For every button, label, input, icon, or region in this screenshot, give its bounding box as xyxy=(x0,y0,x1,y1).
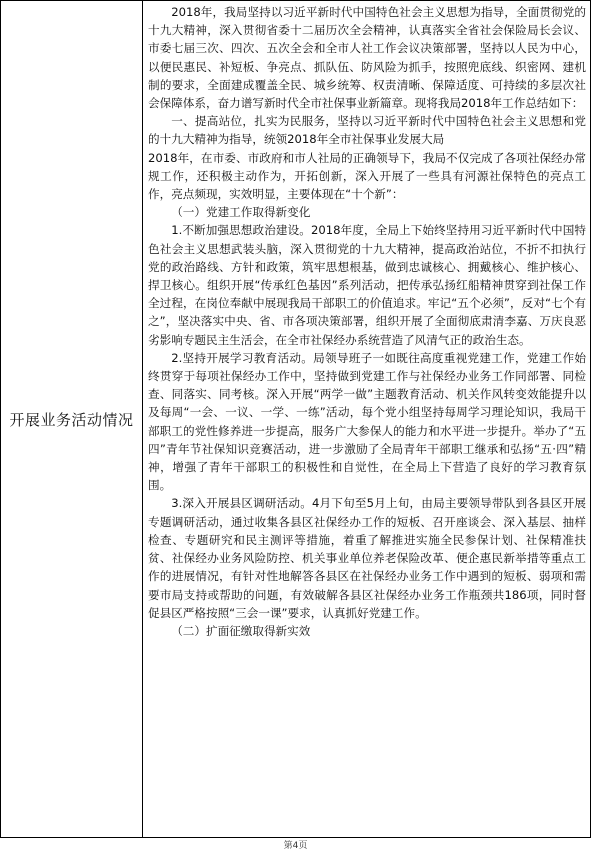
row-label-cell xyxy=(1,1,143,837)
paragraph-item-2: 2.坚持开展学习教育活动。局领导班子一如既往高度重视党建工作，党建工作始终贯穿于每项社保经办工作中，坚持做到党建工作与社保经办业务工作同部署、同检查、同落实、同考核。深入开展“两学一做”主题教育活动、机关作风转变效能提升以及每周“一会、一议、一学、一练”活动，每个党小组坚持每周学习理论知识，我局干部职工的党性修养进一步提高，服务广大参保人的能力和水平进一步提升。举办了“五四”青年节社保知识竞赛活动，进一步激励了全局青年干部职工继承和弘扬“五·四”精神，增强了青年干部职工的积极性和自觉性，在全局上下营造了良好的学习教育氛围。 xyxy=(148,350,586,493)
paragraph-section-1-heading: 一、提高站位，扎实为民服务，坚持以习近平新时代中国特色社会主义思想和党的十九大精神为指导，统领2018年全市社保事业发展大局 xyxy=(148,114,586,147)
paragraph-intro: 2018年，我局坚持以习近平新时代中国特色社会主义思想为指导，全面贯彻党的十九大精神，深入贯彻省委十二届历次全会精神，认真落实全省社会保险局长会议、市委七届三次、四次、五次全会和全市人社工作会议决策部署，坚持以人民为中心，以便民惠民、补短板、争亮点、抓队伍、防风险为抓手，按照兜底线、织密网、建机制的要求，全面建成覆盖全民、城乡统筹、权责清晰、保障适度、可持续的多层次社会保障体系，奋力谱写新时代全市社保事业新篇章。现将我局2018年工作总结如下： xyxy=(148,5,586,111)
page-number: 第4页 xyxy=(283,841,308,851)
row-label: 开展业务活动情况 xyxy=(9,410,134,429)
content-cell xyxy=(143,1,590,837)
paragraph-item-3: 3.深入开展县区调研活动。4月下旬至5月上旬，由局主要领导带队到各县区开展专题调研活动，通过收集各县区社保经办工作的短板、召开座谈会、深入基层、抽样检查、专题研究和民主测评等措施，着重了解推进实施全民参保计划、社保精准扶贫、社保经办业务风险防控、机关事业单位养老保险改革、便企惠民新举措等重点工作的进展情况，有针对性地解答各县区在社保经办业务工作中遇到的短板、弱项和需要市局支持或帮助的问题，有效破解各县区社保经办业务工作瓶颈共186项，同时督促县区严格按照“三会一课”要求，认真抓好党建工作。 xyxy=(148,496,586,620)
paragraph-subsection-1-heading: （一）党建工作取得新变化 xyxy=(171,205,311,220)
paragraph-overview: 2018年，在市委、市政府和市人社局的正确领导下，我局不仅完成了各项社保经办常规工作，还积极主动作为，开拓创新，深入开展了一些具有河源社保特色的亮点工作，亮点频现，实效明显，主要体现在“十个新”： xyxy=(148,150,586,202)
paragraph-subsection-2-heading: （二）扩面征缴取得新实效 xyxy=(171,623,311,638)
paragraph-item-1: 1.不断加强思想政治建设。2018年度，全局上下始终坚持用习近平新时代中国特色社会主义思想武装头脑，深入贯彻党的十九大精神，提高政治站位，不折不扣执行党的政治路线、方针和政策，筑牢思想根基，做到忠诚核心、拥戴核心、维护核心、捍卫核心。组织开展“传承红色基因”系列活动，把传承弘扬红船精神贯穿到社保工作全过程，在岗位奉献中展现我局干部职工的价值追求。牢记“五个必须”，反对“七个有之”，坚决落实中央、省、市各项决策部署，组织开展了全面彻底肃清李嘉、万庆良恶劣影响专题民主生活会，在全市社保经办系统营造了风清气正的政治生态。 xyxy=(148,223,586,347)
